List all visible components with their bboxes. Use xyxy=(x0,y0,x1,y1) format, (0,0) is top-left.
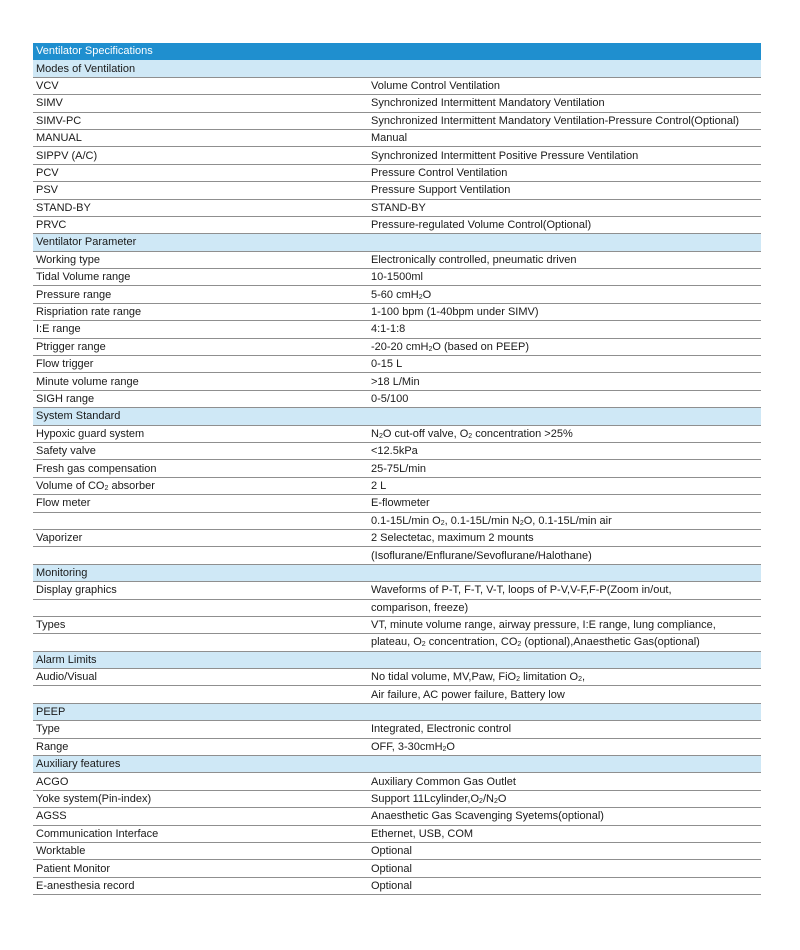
spec-label: I:E range xyxy=(33,321,368,338)
spec-label: Vaporizer xyxy=(33,529,368,546)
spec-row xyxy=(33,860,761,877)
section-header-spacer xyxy=(368,408,761,425)
spec-row xyxy=(33,460,761,477)
spec-label: Display graphics xyxy=(33,582,368,599)
spec-value: Integrated, Electronic control xyxy=(368,721,761,738)
spec-value: plateau, $O_2$ concentration, $CO_2$ (optional),Anaesthetic Gas(optional) xyxy=(368,634,761,651)
section-header-row xyxy=(33,564,761,581)
section-header-spacer xyxy=(368,60,761,77)
spec-row xyxy=(33,269,761,286)
spec-value: 0-5/100 xyxy=(368,390,761,407)
spec-row xyxy=(33,529,761,546)
section-header-row xyxy=(33,234,761,251)
spec-row xyxy=(33,512,761,529)
spec-label: PRVC xyxy=(33,216,368,233)
spec-label: VCV xyxy=(33,77,368,94)
spec-label: Pressure range xyxy=(33,286,368,303)
section-header-label: Monitoring xyxy=(33,564,368,581)
spec-label xyxy=(33,547,368,564)
spec-row xyxy=(33,547,761,564)
spec-label: Safety valve xyxy=(33,442,368,459)
spec-row xyxy=(33,112,761,129)
spec-row xyxy=(33,877,761,894)
spec-value: Support $11Lcylinder,O_2/N_2O$ xyxy=(368,790,761,807)
section-header-spacer xyxy=(368,651,761,668)
spec-row xyxy=(33,373,761,390)
section-header-label: PEEP xyxy=(33,703,368,720)
spec-row xyxy=(33,825,761,842)
spec-row xyxy=(33,286,761,303)
spec-label: MANUAL xyxy=(33,129,368,146)
spec-value: 2 L xyxy=(368,477,761,494)
spec-label xyxy=(33,686,368,703)
spec-row xyxy=(33,199,761,216)
spec-row xyxy=(33,321,761,338)
spec-label: Yoke system(Pin-index) xyxy=(33,790,368,807)
spec-row xyxy=(33,616,761,633)
spec-label: Working type xyxy=(33,251,368,268)
spec-value: $N_2O$ cut-off valve, $O_2$ concentration >25% xyxy=(368,425,761,442)
spec-value: Optional xyxy=(368,877,761,894)
spec-value: No tidal volume, MV,Paw, FiO$_2$ limitation $O_2$, xyxy=(368,669,761,686)
section-header-spacer xyxy=(368,234,761,251)
spec-label: SIGH range xyxy=(33,390,368,407)
spec-row xyxy=(33,808,761,825)
spec-value: OFF, 3-30cmH$_2$O xyxy=(368,738,761,755)
spec-row xyxy=(33,495,761,512)
spec-value: Synchronized Intermittent Mandatory Ventilation xyxy=(368,95,761,112)
spec-label xyxy=(33,634,368,651)
spec-value: 10-1500ml xyxy=(368,269,761,286)
spec-label: Fresh gas compensation xyxy=(33,460,368,477)
spec-label: Communication Interface xyxy=(33,825,368,842)
section-header-row xyxy=(33,756,761,773)
spec-label: Hypoxic guard system xyxy=(33,425,368,442)
spec-value: Ethernet, USB, COM xyxy=(368,825,761,842)
spec-value: STAND-BY xyxy=(368,199,761,216)
spec-value: Synchronized Intermittent Mandatory Ventilation-Pressure Control(Optional) xyxy=(368,112,761,129)
spec-row xyxy=(33,95,761,112)
spec-row xyxy=(33,442,761,459)
spec-label xyxy=(33,512,368,529)
spec-value: -20-20 cmH$_2$O (based on PEEP) xyxy=(368,338,761,355)
spec-value: Pressure Support Ventilation xyxy=(368,182,761,199)
spec-value: Pressure Control Ventilation xyxy=(368,164,761,181)
spec-value: 1-100 bpm (1-40bpm under SIMV) xyxy=(368,303,761,320)
spec-value: 4:1-1:8 xyxy=(368,321,761,338)
spec-label: E-anesthesia record xyxy=(33,877,368,894)
spec-value: (Isoflurane/Enflurane/Sevoflurane/Halothane) xyxy=(368,547,761,564)
section-header-spacer xyxy=(368,703,761,720)
spec-value: E-flowmeter xyxy=(368,495,761,512)
table-title-row xyxy=(33,43,761,60)
spec-label: AGSS xyxy=(33,808,368,825)
section-header-row xyxy=(33,651,761,668)
spec-label: Patient Monitor xyxy=(33,860,368,877)
spec-value: Volume Control Ventilation xyxy=(368,77,761,94)
section-header-row xyxy=(33,408,761,425)
section-header-label: Modes of Ventilation xyxy=(33,60,368,77)
ventilator-specifications-table xyxy=(33,43,761,895)
spec-label: Flow trigger xyxy=(33,356,368,373)
section-header-spacer xyxy=(368,756,761,773)
spec-label: Type xyxy=(33,721,368,738)
spec-row xyxy=(33,425,761,442)
spec-value: VT, minute volume range, airway pressure, I:E range, lung compliance, xyxy=(368,616,761,633)
spec-label: Rispriation rate range xyxy=(33,303,368,320)
spec-row xyxy=(33,251,761,268)
spec-row xyxy=(33,303,761,320)
spec-value: 25-75L/min xyxy=(368,460,761,477)
spec-row xyxy=(33,338,761,355)
spec-table-body xyxy=(33,43,761,895)
spec-value: Auxiliary Common Gas Outlet xyxy=(368,773,761,790)
spec-value: Pressure-regulated Volume Control(Optional) xyxy=(368,216,761,233)
spec-label: STAND-BY xyxy=(33,199,368,216)
table-title: Ventilator Specifications xyxy=(33,43,761,60)
spec-label: Audio/Visual xyxy=(33,669,368,686)
spec-value: Waveforms of P-T, F-T, V-T, loops of P-V,V-F,F-P(Zoom in/out, xyxy=(368,582,761,599)
spec-row xyxy=(33,582,761,599)
spec-value: 0-15 L xyxy=(368,356,761,373)
spec-value: Synchronized Intermittent Positive Pressure Ventilation xyxy=(368,147,761,164)
spec-row xyxy=(33,842,761,859)
spec-row xyxy=(33,390,761,407)
spec-value: Air failure, AC power failure, Battery low xyxy=(368,686,761,703)
spec-row xyxy=(33,216,761,233)
section-header-spacer xyxy=(368,564,761,581)
spec-row xyxy=(33,356,761,373)
spec-label: SIPPV (A/C) xyxy=(33,147,368,164)
spec-value: 5-60 cmH$_2$O xyxy=(368,286,761,303)
spec-row xyxy=(33,77,761,94)
spec-row xyxy=(33,634,761,651)
spec-label: Ptrigger range xyxy=(33,338,368,355)
spec-label: PCV xyxy=(33,164,368,181)
spec-label: Minute volume range xyxy=(33,373,368,390)
spec-label: Worktable xyxy=(33,842,368,859)
spec-value: >18 L/Min xyxy=(368,373,761,390)
section-header-label: Auxiliary features xyxy=(33,756,368,773)
spec-row xyxy=(33,599,761,616)
spec-row xyxy=(33,669,761,686)
section-header-row xyxy=(33,60,761,77)
spec-value: 2 Selectetac, maximum 2 mounts xyxy=(368,529,761,546)
spec-row xyxy=(33,773,761,790)
spec-label: Volume of $CO_2$ absorber xyxy=(33,477,368,494)
spec-label: Tidal Volume range xyxy=(33,269,368,286)
spec-value: Anaesthetic Gas Scavenging Syetems(optional) xyxy=(368,808,761,825)
section-header-label: Alarm Limits xyxy=(33,651,368,668)
spec-label: Range xyxy=(33,738,368,755)
spec-value: Manual xyxy=(368,129,761,146)
spec-value: Electronically controlled, pneumatic driven xyxy=(368,251,761,268)
spec-row xyxy=(33,721,761,738)
section-header-label: Ventilator Parameter xyxy=(33,234,368,251)
spec-row xyxy=(33,147,761,164)
spec-value: Optional xyxy=(368,842,761,859)
spec-row xyxy=(33,790,761,807)
section-header-row xyxy=(33,703,761,720)
spec-row xyxy=(33,686,761,703)
spec-label: Flow meter xyxy=(33,495,368,512)
spec-row xyxy=(33,182,761,199)
spec-row xyxy=(33,477,761,494)
section-header-label: System Standard xyxy=(33,408,368,425)
spec-label: ACGO xyxy=(33,773,368,790)
spec-value: 0.1-15L/min $O_2$, 0.1-15L/min $N_2O$, 0.1-15L/min air xyxy=(368,512,761,529)
spec-label: PSV xyxy=(33,182,368,199)
spec-label: Types xyxy=(33,616,368,633)
spec-value: comparison, freeze) xyxy=(368,599,761,616)
spec-value: <12.5kPa xyxy=(368,442,761,459)
spec-label xyxy=(33,599,368,616)
spec-row xyxy=(33,738,761,755)
spec-row xyxy=(33,129,761,146)
spec-label: SIMV xyxy=(33,95,368,112)
spec-value: Optional xyxy=(368,860,761,877)
spec-label: SIMV-PC xyxy=(33,112,368,129)
spec-row xyxy=(33,164,761,181)
